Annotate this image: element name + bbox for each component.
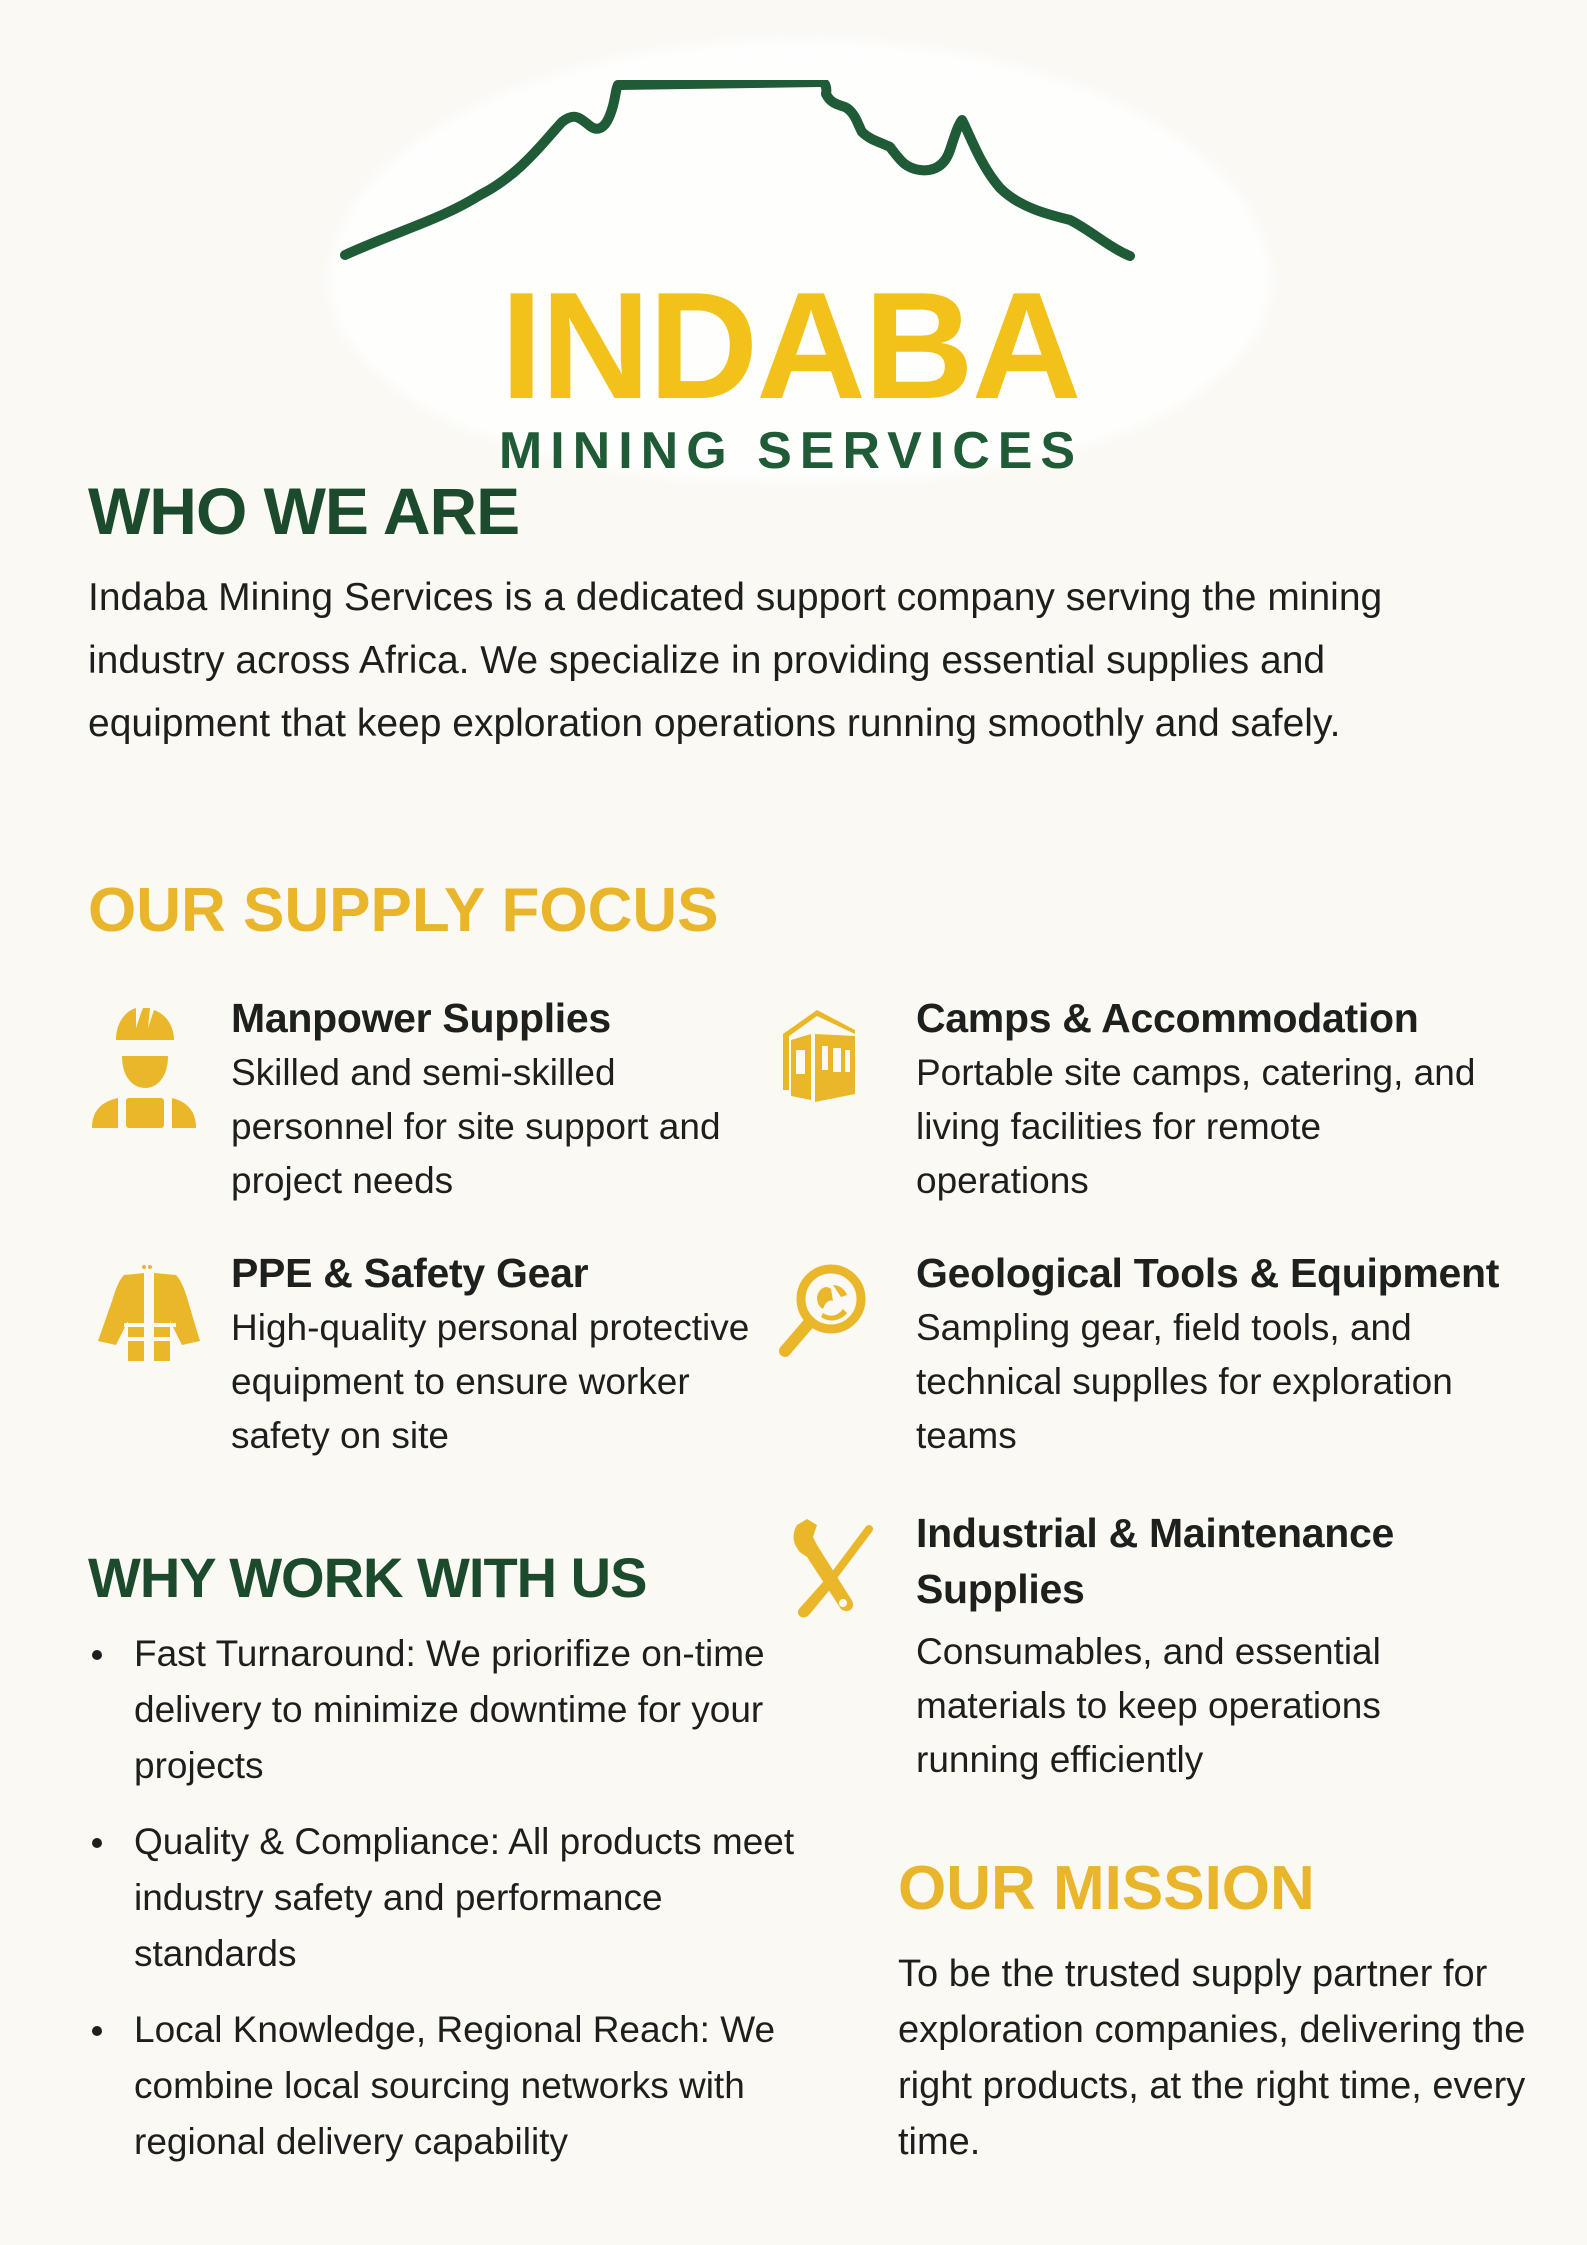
supply-focus-heading: OUR SUPPLY FOCUS [88,876,719,945]
bullet-icon [92,1650,102,1660]
why-point: Local Knowledge, Regional Reach: We combine local sourcing networks with regional delivery capability [88,2002,808,2170]
supply-item-description: High-quality personal protective equipment to ensure worker safety on site [231,1307,750,1456]
logo-subtitle: MINING SERVICES [498,422,1084,480]
bullet-icon [92,2026,102,2036]
logo-title: INDABA [500,261,1080,431]
supply-item-title: Manpower Supplies [231,995,611,1041]
magnifier-globe-icon [775,1257,871,1367]
why-work-with-us-list [88,1626,808,2190]
portable-cabin-icon [781,1010,861,1110]
who-we-are-heading: WHO WE ARE [88,474,520,548]
supply-item-description: Consumables, and essential materials to keep operations running efficiently [916,1631,1381,1780]
supply-item-title: Geological Tools & Equipment [916,1250,1500,1296]
supply-item-description: Skilled and semi-skilled personnel for site support and project needs [231,1052,721,1201]
why-work-with-us-heading: WHY WORK WITH US [88,1546,647,1609]
supply-item-description: Portable site camps, catering, and living facilities for remote operations [916,1052,1476,1201]
who-we-are-body: Indaba Mining Services is a dedicated support company serving the mining industry across Africa. We specialize in providing essential supplies and equipment that keep exploration operations running smoothly and safely. [88,576,1383,745]
supply-item-title: Camps & Accommodation [916,995,1419,1041]
safety-jacket-icon [94,1261,206,1371]
table-mountain-outline-icon [330,80,1230,280]
supply-item-title: PPE & Safety Gear [231,1250,589,1296]
mission-heading: OUR MISSION [898,1854,1315,1923]
hard-hat-worker-icon [88,998,200,1128]
why-point: Fast Turnaround: We priorifize on-time delivery to minimize downtime for your projects [88,1626,808,1794]
wrench-screwdriver-icon [787,1515,887,1625]
supply-item-description: Sampling gear, field tools, and technical supplles for exploration teams [916,1307,1453,1456]
mission-body: To be the trusted supply partner for exploration companies, delivering the right products, at the right time, every time. [898,1953,1526,2163]
company-logo [330,80,1230,480]
why-point: Quality & Compliance: All products meet industry safety and performance standards [88,1814,808,1982]
supply-item-title: Industrial & Maintenance Supplies [916,1510,1395,1612]
bullet-icon [92,1838,102,1848]
who-we-are-section [88,474,1488,755]
